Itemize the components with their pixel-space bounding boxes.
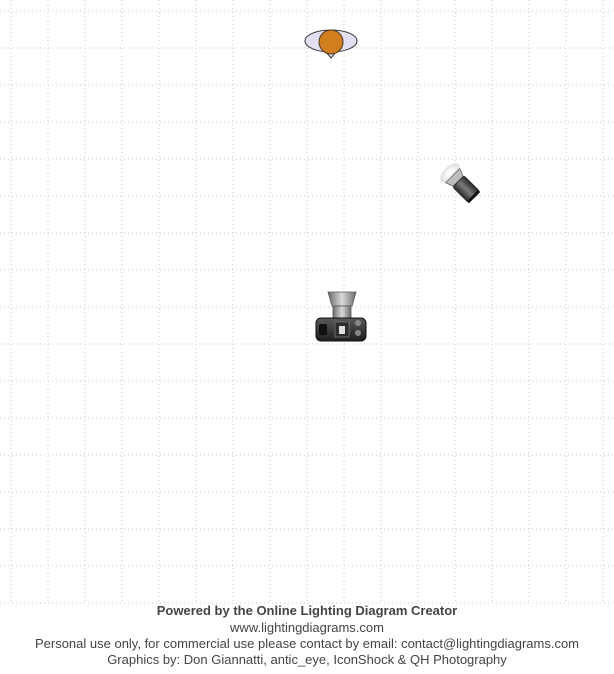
subject-person-icon[interactable] bbox=[305, 30, 357, 58]
camera-icon[interactable] bbox=[316, 292, 366, 341]
powered-by-text: Powered by the Online Lighting Diagram Creator bbox=[156, 603, 458, 618]
credits-text: Graphics by: Don Giannatti, antic_eye, IconShock & QH Photography bbox=[107, 652, 507, 667]
website-link[interactable]: www.lightingdiagrams.com bbox=[230, 620, 384, 635]
license-text: Personal use only, for commercial use please contact by email: contact@lightingdiagrams.com bbox=[34, 636, 580, 651]
strobe-light-icon[interactable] bbox=[437, 160, 483, 206]
